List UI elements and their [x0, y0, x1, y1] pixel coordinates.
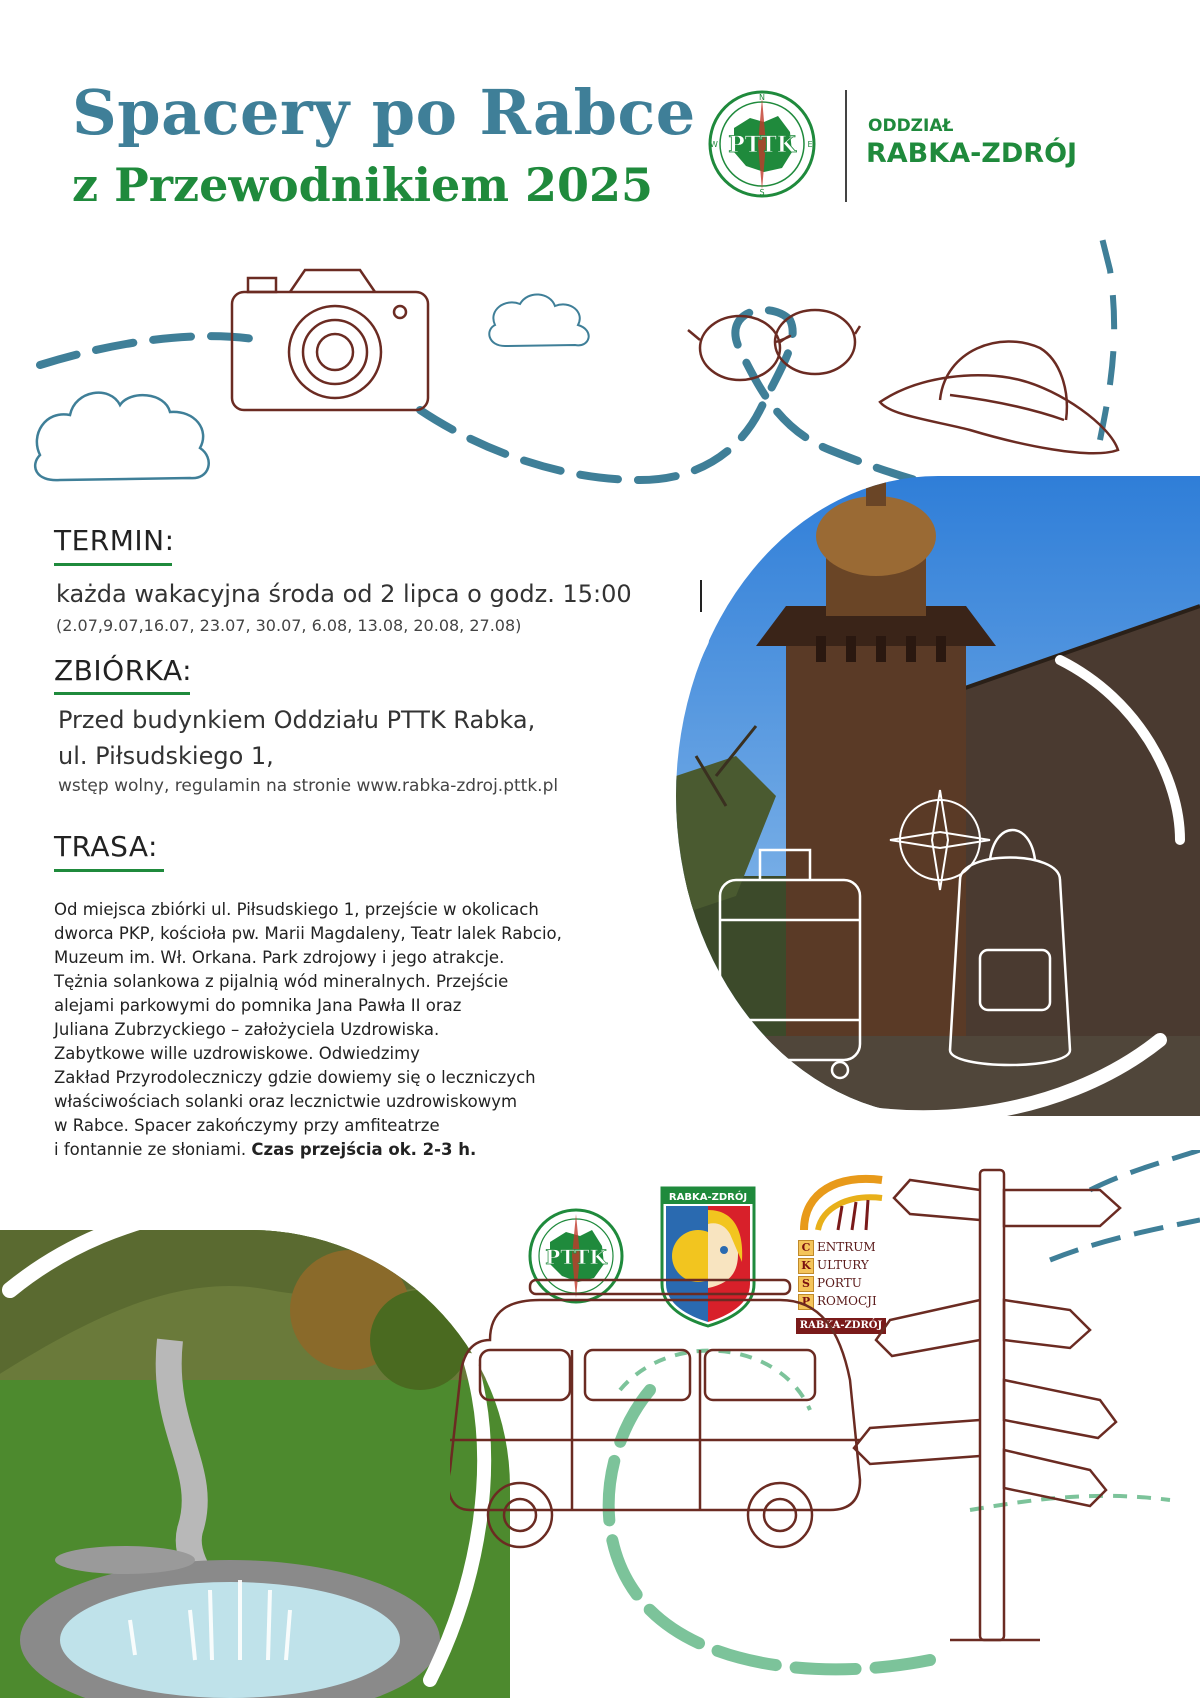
ckspr-word: PORTU: [817, 1276, 862, 1290]
trasa-duration: Czas przejścia ok. 2-3 h.: [251, 1140, 477, 1159]
trasa-line: w Rabce. Spacer zakończymy przy amfiteatrze: [54, 1116, 440, 1135]
trasa-line: Juliana Zubrzyckiego – założyciela Uzdrowiska.: [54, 1020, 440, 1039]
trasa-line: alejami parkowymi do pomnika Jana Pawła II oraz: [54, 996, 462, 1015]
trasa-line: Zakład Przyrodoleczniczy gdzie dowiemy się o leczniczych: [54, 1068, 536, 1087]
ckspr-letter: S: [798, 1276, 814, 1292]
trasa-line: Tężnia solankowa z pijalnią wód mineralnych. Przejście: [54, 972, 509, 991]
branch-label: ODDZIAŁ: [868, 116, 954, 136]
church-swirl: [640, 620, 1200, 1160]
trasa-description: [54, 898, 654, 1162]
compass-sketch-icon: [890, 790, 990, 890]
dashed-path: [40, 310, 1010, 492]
trasa-line: Zabytkowe wille uzdrowiskowe. Odwiedzimy: [54, 1044, 420, 1063]
trasa-line: dworca PKP, kościoła pw. Marii Magdaleny, Teatr lalek Rabcio,: [54, 924, 562, 943]
termin-heading: TERMIN:: [54, 524, 175, 557]
zbiorka-note: wstęp wolny, regulamin na stronie www.rabka-zdroj.pttk.pl: [58, 776, 559, 796]
trasa-line: Muzeum im. Wł. Orkana. Park zdrojowy i jego atrakcje.: [54, 948, 505, 967]
ckspr-word: ULTURY: [817, 1258, 869, 1272]
pttk-logo: [706, 88, 818, 200]
dashed-path-right: [1095, 230, 1114, 440]
signpost-icon: [854, 1170, 1120, 1640]
hat-icon: [880, 341, 1118, 453]
header-divider: [845, 90, 847, 202]
pttk-logo-text: PTTK: [728, 132, 796, 158]
zbiorka-underline: [54, 692, 190, 695]
trasa-line: Od miejsca zbiórki ul. Piłsudskiego 1, przejście w okolicach: [54, 900, 539, 919]
ckspr-word: ENTRUM: [817, 1240, 876, 1254]
compass-s: S: [759, 188, 765, 197]
zbiorka-line2: ul. Piłsudskiego 1,: [58, 742, 274, 770]
zbiorka-heading: ZBIÓRKA:: [54, 654, 193, 687]
ckspr-letter: K: [798, 1258, 814, 1274]
park-swirl: [0, 1160, 520, 1700]
trasa-heading: TRASA:: [54, 830, 158, 863]
backpack-icon: [950, 830, 1070, 1065]
ckspr-letter: P: [798, 1294, 814, 1310]
ckspr-letter: C: [798, 1240, 814, 1256]
rabka-crest-label: RABKA-ZDRÓJ: [668, 1192, 748, 1203]
compass-e: E: [807, 140, 813, 149]
termin-underline: [54, 563, 172, 566]
ckspr-footer: RABKA-ZDRÓJ: [796, 1318, 886, 1334]
compass-w: W: [710, 140, 718, 149]
trasa-underline: [54, 869, 164, 872]
pttk-sponsor-text: PTTK: [545, 1245, 607, 1269]
termin-main: każda wakacyjna środa od 2 lipca o godz. 15:00: [56, 580, 632, 608]
page-subtitle: z Przewodnikiem 2025: [72, 158, 654, 212]
trasa-line: właściwościach solanki oraz lecznictwie uzdrowiskowym: [54, 1092, 518, 1111]
zbiorka-line1: Przed budynkiem Oddziału PTTK Rabka,: [58, 706, 536, 734]
van-icon: [450, 1280, 860, 1547]
cloud-icon: [35, 393, 209, 481]
branch-name: RABKA-ZDRÓJ: [866, 138, 1078, 169]
ckspr-word: ROMOCJI: [817, 1294, 877, 1308]
sunglasses-icon: [688, 310, 860, 380]
text-cursor: [700, 580, 702, 612]
trasa-last-plain: i fontannie ze słoniami.: [54, 1140, 252, 1159]
page-title: Spacery po Rabce: [72, 76, 696, 149]
camera-icon: [232, 270, 428, 410]
bottom-decoration: [450, 1150, 1200, 1698]
compass-n: N: [759, 93, 765, 102]
suitcase-icon: [720, 850, 860, 1078]
termin-dates: (2.07,9.07,16.07, 23.07, 30.07, 6.08, 13.08, 20.08, 27.08): [56, 616, 522, 635]
cloud-small-icon: [489, 294, 588, 346]
